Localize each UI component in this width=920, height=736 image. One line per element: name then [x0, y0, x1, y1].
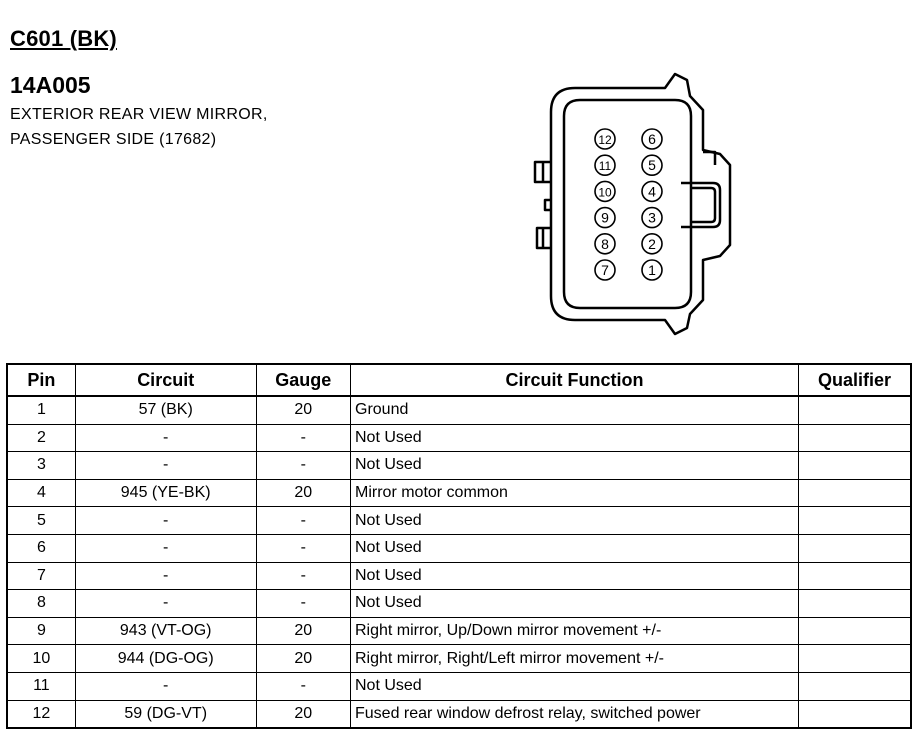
- cell-gauge: -: [256, 424, 350, 452]
- cell-qualifier: [798, 396, 911, 424]
- description-line-1: EXTERIOR REAR VIEW MIRROR,: [10, 106, 268, 123]
- header-circuit: Circuit: [75, 364, 256, 396]
- cell-circuit-function: Not Used: [351, 507, 799, 535]
- cell-qualifier: [798, 590, 911, 618]
- cell-pin: 9: [7, 617, 75, 645]
- header-qualifier: Qualifier: [798, 364, 911, 396]
- table-row: [7, 590, 911, 618]
- cell-circuit-function: Right mirror, Right/Left mirror movement +/-: [351, 645, 799, 673]
- cell-circuit-function: Not Used: [351, 452, 799, 480]
- cell-circuit-function: Not Used: [351, 424, 799, 452]
- cell-circuit-function: Right mirror, Up/Down mirror movement +/-: [351, 617, 799, 645]
- cell-circuit: 945 (YE-BK): [75, 479, 256, 507]
- cell-gauge: -: [256, 672, 350, 700]
- cell-pin: 3: [7, 452, 75, 480]
- cell-gauge: 20: [256, 479, 350, 507]
- cell-gauge: -: [256, 507, 350, 535]
- pin-number-label: 2: [648, 235, 656, 252]
- table-row: [7, 396, 911, 424]
- description-line-2: PASSENGER SIDE (17682): [10, 131, 217, 148]
- connector-outer-housing: [551, 74, 730, 334]
- cell-gauge: -: [256, 562, 350, 590]
- cell-gauge: -: [256, 452, 350, 480]
- cell-gauge: -: [256, 534, 350, 562]
- cell-circuit: -: [75, 534, 256, 562]
- table-row: [7, 562, 911, 590]
- cell-gauge: -: [256, 590, 350, 618]
- cell-circuit: -: [75, 452, 256, 480]
- cell-circuit-function: Ground: [351, 396, 799, 424]
- table-row: [7, 479, 911, 507]
- connector-key-top-right: [703, 152, 715, 165]
- pin-number-label: 1: [648, 262, 656, 278]
- table-row: [7, 424, 911, 452]
- pin-column-right: [642, 129, 662, 280]
- table-header-row: [7, 364, 911, 396]
- cell-qualifier: [798, 672, 911, 700]
- cell-gauge: 20: [256, 617, 350, 645]
- cell-circuit-function: Mirror motor common: [351, 479, 799, 507]
- cell-pin: 5: [7, 507, 75, 535]
- table-row: [7, 645, 911, 673]
- cell-pin: 1: [7, 396, 75, 424]
- cell-circuit-function: Not Used: [351, 672, 799, 700]
- cell-circuit: -: [75, 562, 256, 590]
- table-row: [7, 617, 911, 645]
- cell-circuit: -: [75, 672, 256, 700]
- cell-circuit: -: [75, 424, 256, 452]
- cell-qualifier: [798, 617, 911, 645]
- cell-circuit-function: Not Used: [351, 590, 799, 618]
- pin-number-label: 12: [598, 133, 612, 147]
- pin-column-left: [595, 129, 615, 280]
- cell-gauge: 20: [256, 645, 350, 673]
- table-row: [7, 452, 911, 480]
- cell-pin: 7: [7, 562, 75, 590]
- cell-qualifier: [798, 700, 911, 728]
- cell-qualifier: [798, 645, 911, 673]
- table-row: [7, 534, 911, 562]
- cell-qualifier: [798, 562, 911, 590]
- cell-pin: 10: [7, 645, 75, 673]
- part-number: 14A005: [10, 72, 91, 98]
- cell-qualifier: [798, 534, 911, 562]
- pin-number-label: 7: [601, 262, 609, 278]
- cell-pin: 11: [7, 672, 75, 700]
- pin-number-label: 6: [648, 131, 656, 147]
- cell-circuit: -: [75, 590, 256, 618]
- cell-circuit: 943 (VT-OG): [75, 617, 256, 645]
- connector-face-diagram: [525, 70, 745, 340]
- cell-pin: 12: [7, 700, 75, 728]
- cell-gauge: 20: [256, 396, 350, 424]
- cell-circuit: 944 (DG-OG): [75, 645, 256, 673]
- cell-circuit: 57 (BK): [75, 396, 256, 424]
- table-row: [7, 700, 911, 728]
- pin-number-label: 9: [601, 209, 609, 226]
- cell-circuit-function: Not Used: [351, 534, 799, 562]
- cell-pin: 8: [7, 590, 75, 618]
- cell-gauge: 20: [256, 700, 350, 728]
- cell-pin: 6: [7, 534, 75, 562]
- connector-id: C601 (BK): [10, 26, 117, 51]
- pin-number-label: 10: [598, 185, 612, 200]
- table-row: [7, 672, 911, 700]
- cell-circuit-function: Fused rear window defrost relay, switched power: [351, 700, 799, 728]
- pin-number-label: 8: [601, 235, 609, 252]
- table-row: [7, 507, 911, 535]
- cell-circuit-function: Not Used: [351, 562, 799, 590]
- cell-qualifier: [798, 507, 911, 535]
- connector-inner-wall: [564, 100, 691, 308]
- header-pin: Pin: [7, 364, 75, 396]
- cell-pin: 4: [7, 479, 75, 507]
- cell-qualifier: [798, 452, 911, 480]
- cell-circuit: -: [75, 507, 256, 535]
- cell-qualifier: [798, 479, 911, 507]
- pin-number-label: 3: [648, 209, 656, 226]
- cell-pin: 2: [7, 424, 75, 452]
- pin-number-label: 4: [648, 183, 656, 200]
- pin-number-label: 11: [598, 159, 612, 174]
- cell-qualifier: [798, 424, 911, 452]
- header-circuit-function: Circuit Function: [351, 364, 799, 396]
- header-gauge: Gauge: [256, 364, 350, 396]
- cell-circuit: 59 (DG-VT): [75, 700, 256, 728]
- pin-number-label: 5: [648, 157, 656, 174]
- pinout-table: [6, 363, 912, 729]
